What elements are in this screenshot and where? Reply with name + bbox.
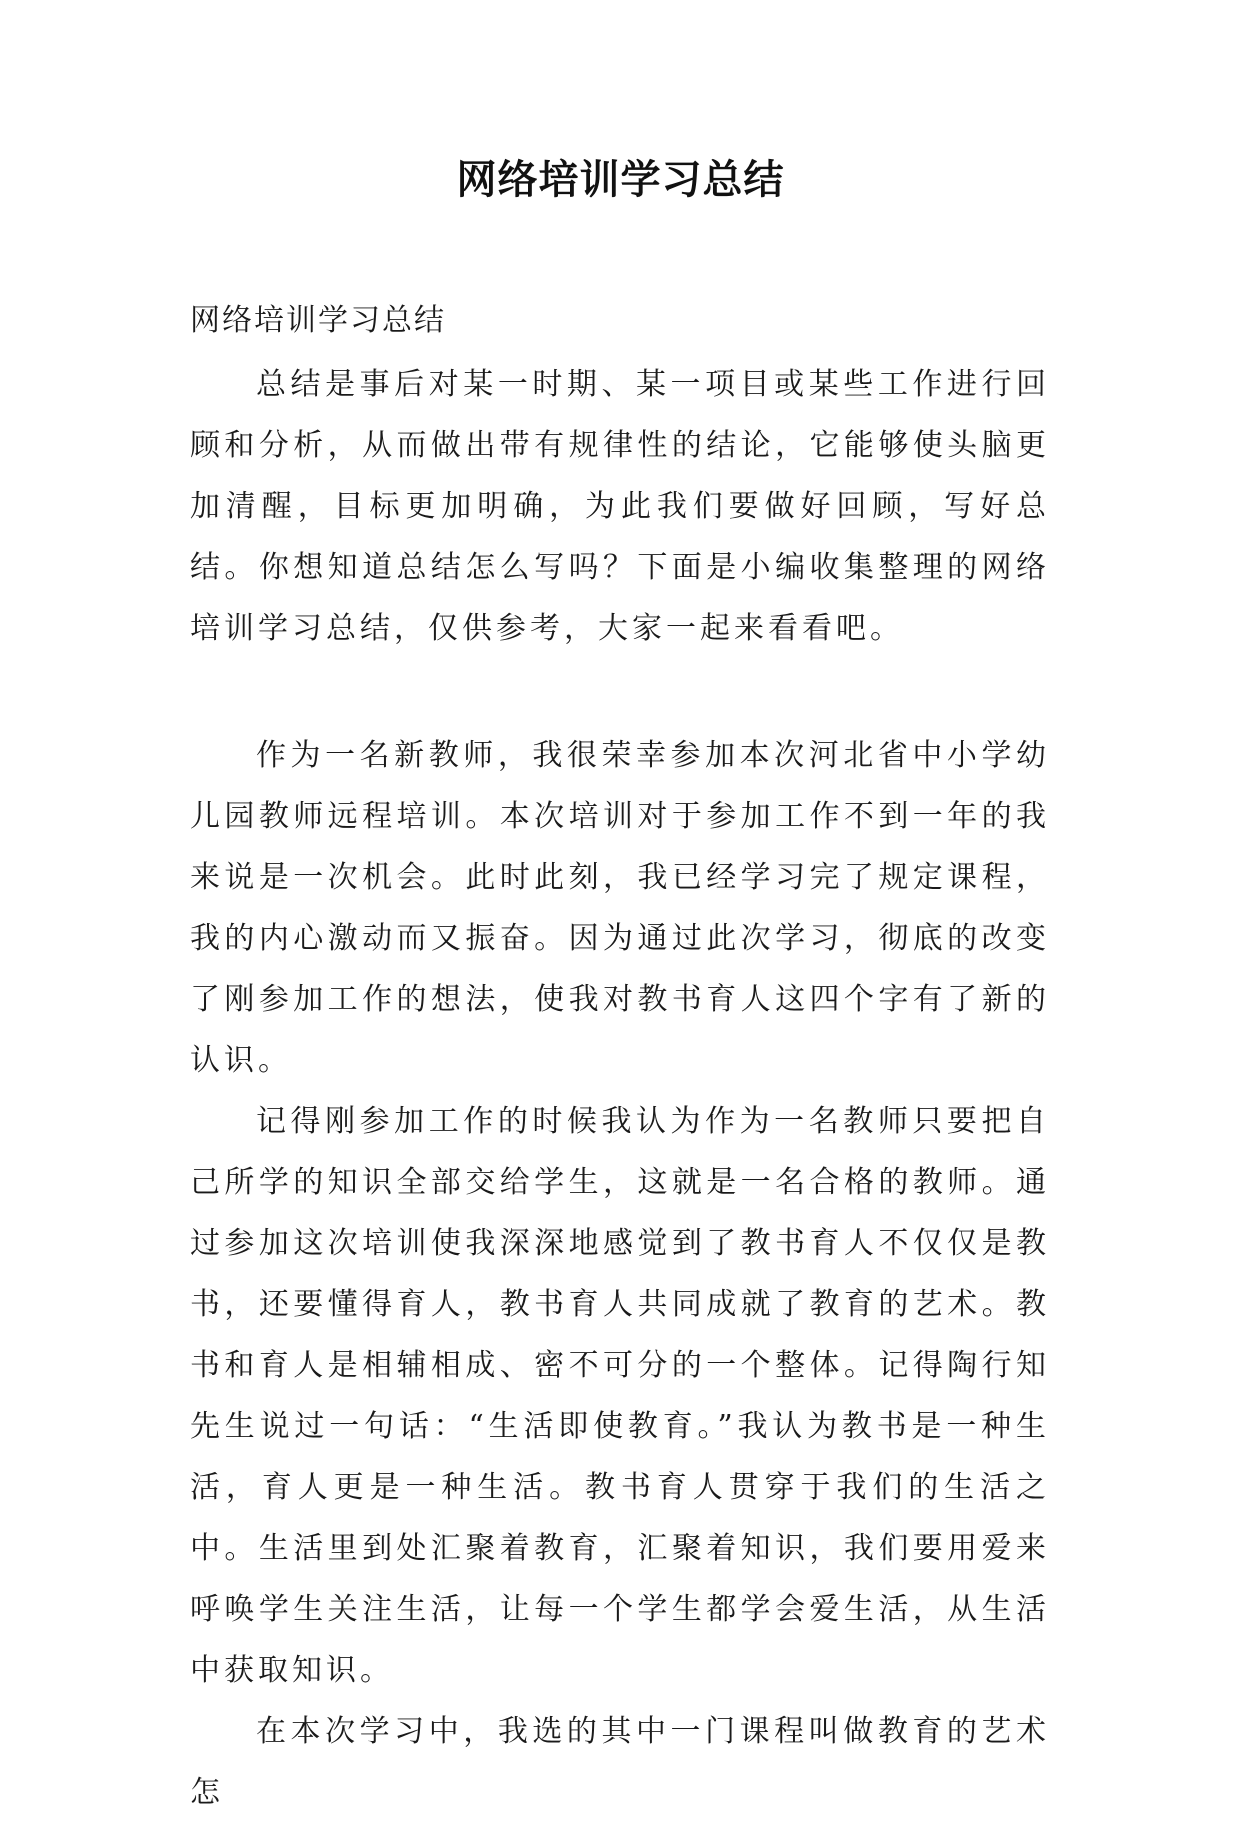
document-subtitle: 网络培训学习总结 xyxy=(190,303,446,338)
body-paragraph-1: 作为一名新教师，我很荣幸参加本次河北省中小学幼儿园教师远程培训。本次培训对于参加工作不到一年的我来说是一次机会。此时此刻，我已经学习完了规定课程，我的内心激动而又振奋。因为通过此次学习，彻底的改变了刚参加工作的想法，使我对教书育人这四个字有了新的认识。 xyxy=(190,738,1050,1078)
document-title: 网络培训学习总结 xyxy=(456,156,785,203)
body-paragraph-2: 记得刚参加工作的时候我认为作为一名教师只要把自己所学的知识全部交给学生，这就是一名合格的教师。通过参加这次培训使我深深地感觉到了教书育人不仅仅是教书，还要懂得育人，教书育人共同成就了教育的艺术。教书和育人是相辅相成、密不可分的一个整体。记得陶行知先生说过一句话：“生活即使教育。”我认为教书是一种生活，育人更是一种生活。教书育人贯穿于我们的生活之中。生活里到处汇聚着教育，汇聚着知识，我们要用爱来呼唤学生关注生活，让每一个学生都学会爱生活，从生活中获取知识。 xyxy=(190,1104,1050,1688)
intro-paragraph: 总结是事后对某一时期、某一项目或某些工作进行回顾和分析，从而做出带有规律性的结论，它能够使头脑更加清醒，目标更加明确，为此我们要做好回顾，写好总结。你想知道总结怎么写吗？下面是小编收集整理的网络培训学习总结，仅供参考，大家一起来看看吧。 xyxy=(190,367,1050,646)
body-paragraph-3: 在本次学习中，我选的其中一门课程叫做教育的艺术怎 xyxy=(190,1714,1050,1810)
document-body xyxy=(190,290,1050,1823)
paragraph-gap xyxy=(190,659,1050,725)
